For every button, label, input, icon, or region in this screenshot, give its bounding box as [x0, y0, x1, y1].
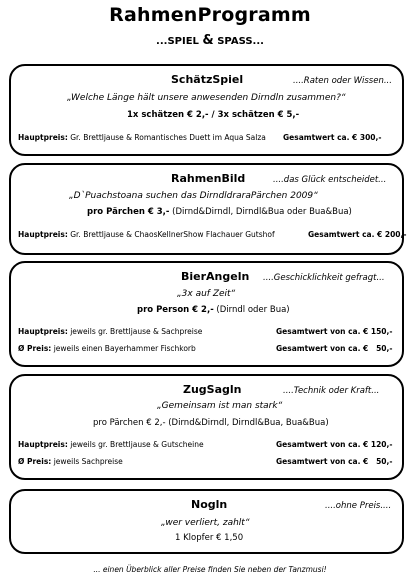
- page-subtitle: [0, 33, 420, 48]
- event-price: [137, 305, 290, 315]
- page-title: RahmenProgramm: [109, 4, 311, 26]
- price-bold: pro Person € 2,-: [137, 305, 214, 315]
- event-quote: „Welche Länge hält unsere anwesenden Dirndln zusammen?“: [67, 93, 346, 103]
- prize-line: [18, 133, 266, 142]
- prize-label: Hauptpreis:: [18, 133, 68, 142]
- avg-prize-text: jeweils einen Bayerhammer Fischkorb: [53, 344, 196, 353]
- price-rest: (Dirndl oder Bua): [216, 305, 290, 315]
- prize-line: [18, 230, 275, 239]
- event-name: Nogln: [191, 498, 228, 511]
- event-name: BierAngeln: [181, 270, 250, 283]
- prize-label: Hauptpreis:: [18, 327, 68, 336]
- prize-label: Hauptpreis:: [18, 440, 68, 449]
- price-rest: (Dirnd&Dirndl, Dirndl&Bua oder Bua&Bua): [172, 207, 352, 217]
- event-box-bierangeln: [9, 261, 404, 367]
- event-name: ZugSagln: [183, 383, 242, 396]
- prize-text: jeweils gr. Brettljause & Sachpreise: [70, 327, 203, 336]
- prize-line: [18, 327, 202, 336]
- event-box-rahmenbild: [9, 163, 407, 255]
- avg-prize-label: Ø Preis:: [18, 457, 52, 466]
- prize-label: Hauptpreis:: [18, 230, 68, 239]
- subtitle-ampersand: &: [202, 33, 214, 48]
- event-name: SchätzSpiel: [171, 73, 244, 86]
- prize-text: Gr. Brettljause & ChaosKellnerShow Flachauer Gutshof: [70, 230, 275, 239]
- event-quote: „Gemeinsam ist man stark“: [157, 401, 283, 411]
- event-tagline: ....Technik oder Kraft...: [283, 386, 380, 396]
- event-name: RahmenBild: [171, 172, 246, 185]
- footer-note: ... einen Überblick aller Preise finden Sie neben der Tanzmusi!: [93, 565, 327, 574]
- avg-prize-total: Gesamtwert von ca. € 50,-: [276, 457, 393, 466]
- event-box-schaetzspiel: [9, 64, 404, 156]
- prize-total: Gesamtwert von ca. € 150,-: [276, 327, 393, 336]
- event-tagline: ....Geschicklichkeit gefragt...: [263, 273, 385, 283]
- avg-prize-line: [18, 457, 123, 466]
- event-box-zugsagln: [9, 374, 404, 480]
- prize-total: Gesamtwert ca. € 200,-: [308, 230, 407, 239]
- prize-total: Gesamtwert ca. € 300,-: [283, 133, 382, 142]
- event-price: 1 Klopfer € 1,50: [175, 533, 244, 543]
- subtitle-part-2: SPASS...: [217, 36, 264, 47]
- event-quote: „D`Puachstoana suchen das DirndldraraPärchen 2009“: [69, 191, 318, 201]
- avg-prize-line: [18, 344, 196, 353]
- event-tagline: ....ohne Preis....: [325, 501, 392, 511]
- event-price: pro Pärchen € 2,- (Dirnd&Dirndl, Dirndl&Bua, Bua&Bua): [93, 418, 329, 428]
- event-quote: „3x auf Zeit“: [177, 289, 236, 299]
- event-price: 1x schätzen € 2,- / 3x schätzen € 5,-: [127, 110, 300, 120]
- event-tagline: ....Raten oder Wissen...: [293, 76, 392, 86]
- avg-prize-label: Ø Preis:: [18, 344, 52, 353]
- avg-prize-total: Gesamtwert von ca. € 50,-: [276, 344, 393, 353]
- event-tagline: ....das Glück entscheidet...: [273, 175, 387, 185]
- event-box-nogln: [9, 489, 404, 554]
- prize-text: Gr. Brettljause & Romantisches Duett im Aqua Salza: [70, 133, 266, 142]
- avg-prize-text: jeweils Sachpreise: [53, 457, 123, 466]
- prize-text: jeweils gr. Brettljause & Gutscheine: [70, 440, 204, 449]
- prize-line: [18, 440, 204, 449]
- event-quote: „wer verliert, zahlt“: [161, 518, 250, 528]
- price-bold: pro Pärchen € 3,-: [87, 207, 170, 217]
- subtitle-part-1: ...SPIEL: [156, 36, 199, 47]
- event-price: [87, 207, 352, 217]
- prize-total: Gesamtwert von ca. € 120,-: [276, 440, 393, 449]
